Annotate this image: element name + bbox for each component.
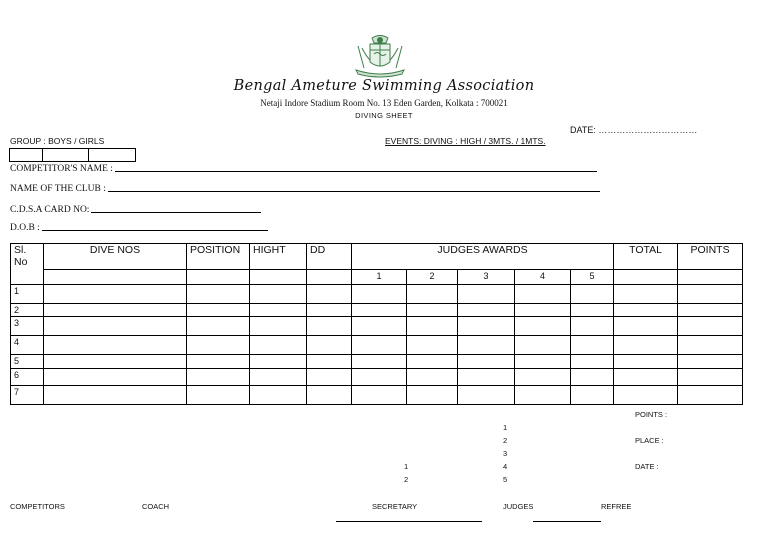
judge-number: 1	[352, 270, 407, 285]
secretary-list-item: 1	[404, 462, 409, 471]
table-cell[interactable]	[515, 369, 571, 386]
table-cell[interactable]	[44, 355, 187, 369]
table-header-row	[11, 244, 743, 270]
table-cell[interactable]	[571, 355, 614, 369]
table-cell[interactable]	[352, 285, 407, 304]
table-cell[interactable]	[678, 355, 743, 369]
card-no-field[interactable]	[10, 205, 261, 215]
table-cell[interactable]	[458, 386, 515, 405]
table-cell[interactable]	[458, 317, 515, 336]
group-box[interactable]	[10, 149, 43, 161]
table-cell[interactable]	[407, 285, 458, 304]
table-cell[interactable]	[187, 317, 250, 336]
table-cell[interactable]	[352, 369, 407, 386]
events-label: EVENTS: DIVING : HIGH / 3MTS. / 1MTS.	[385, 136, 546, 146]
row-number: 5	[11, 355, 44, 369]
judge-number: 4	[515, 270, 571, 285]
header-judges-awards: JUDGES AWARDS	[352, 244, 614, 270]
table-cell[interactable]	[678, 369, 743, 386]
club-name-label: NAME OF THE CLUB :	[10, 184, 106, 194]
judge-number: 5	[571, 270, 614, 285]
header-dd: DD	[307, 244, 352, 270]
table-cell[interactable]	[614, 270, 678, 285]
card-no-line[interactable]	[91, 212, 261, 213]
table-row	[11, 304, 743, 317]
table-cell[interactable]	[44, 285, 187, 304]
table-cell[interactable]	[352, 304, 407, 317]
judges-signature-label: JUDGES	[503, 502, 534, 511]
table-cell[interactable]	[407, 355, 458, 369]
table-cell[interactable]	[250, 317, 307, 336]
table-cell[interactable]	[571, 386, 614, 405]
points-label: POINTS :	[635, 410, 668, 419]
table-cell[interactable]	[44, 336, 187, 355]
table-cell[interactable]	[307, 369, 352, 386]
table-row	[11, 285, 743, 304]
table-cell[interactable]	[307, 304, 352, 317]
table-cell[interactable]	[571, 317, 614, 336]
judge-number: 3	[458, 270, 515, 285]
table-cell[interactable]	[407, 386, 458, 405]
table-cell[interactable]	[187, 336, 250, 355]
row-number: 2	[11, 304, 44, 317]
table-cell[interactable]	[250, 270, 307, 285]
table-cell[interactable]	[44, 317, 187, 336]
table-cell[interactable]	[458, 336, 515, 355]
table-cell[interactable]	[614, 317, 678, 336]
dob-field[interactable]	[10, 223, 268, 233]
competitor-name-field[interactable]	[10, 164, 597, 174]
table-cell[interactable]	[187, 355, 250, 369]
row-number: 6	[11, 369, 44, 386]
table-cell[interactable]	[44, 304, 187, 317]
header-sl-no: Sl. No	[11, 244, 44, 285]
table-cell[interactable]	[250, 285, 307, 304]
table-cell[interactable]	[407, 336, 458, 355]
table-cell[interactable]	[515, 386, 571, 405]
table-cell[interactable]	[250, 369, 307, 386]
table-cell[interactable]	[307, 270, 352, 285]
group-box[interactable]	[89, 149, 135, 161]
table-cell[interactable]	[678, 270, 743, 285]
table-cell[interactable]	[614, 304, 678, 317]
table-cell[interactable]	[614, 355, 678, 369]
table-cell[interactable]	[678, 304, 743, 317]
secretary-list-item: 2	[404, 475, 409, 484]
table-cell[interactable]	[614, 369, 678, 386]
row-number: 7	[11, 386, 44, 405]
header-position: POSITION	[187, 244, 250, 270]
table-cell[interactable]	[571, 304, 614, 317]
group-boxes[interactable]	[9, 148, 136, 162]
competitor-name-line[interactable]	[115, 171, 597, 172]
table-cell[interactable]	[614, 285, 678, 304]
header-hight: HIGHT	[250, 244, 307, 270]
table-cell[interactable]	[44, 386, 187, 405]
table-cell[interactable]	[352, 317, 407, 336]
judge-number-row	[11, 270, 743, 285]
table-cell[interactable]	[515, 304, 571, 317]
table-cell[interactable]	[187, 270, 250, 285]
table-cell[interactable]	[307, 355, 352, 369]
table-cell[interactable]	[515, 355, 571, 369]
place-label: PLACE :	[635, 436, 664, 445]
table-row	[11, 386, 743, 405]
sheet-title: DIVING SHEET	[355, 111, 413, 120]
judge-list-item: 2	[503, 436, 508, 445]
org-address: Netaji Indore Stadium Room No. 13 Eden Garden, Kolkata : 700021	[260, 98, 508, 108]
table-cell[interactable]	[407, 369, 458, 386]
table-cell[interactable]	[614, 386, 678, 405]
table-cell[interactable]	[250, 386, 307, 405]
club-name-line[interactable]	[108, 191, 600, 192]
date-field[interactable]: DATE: ……………………………	[570, 125, 698, 135]
table-cell[interactable]	[407, 317, 458, 336]
card-no-label: C.D.S.A CARD NO:	[10, 205, 90, 215]
table-cell[interactable]	[307, 285, 352, 304]
row-number: 4	[11, 336, 44, 355]
table-cell[interactable]	[458, 355, 515, 369]
secretary-signature-line[interactable]	[336, 521, 482, 522]
table-row	[11, 336, 743, 355]
referee-signature-label: REFREE	[601, 502, 632, 511]
table-cell[interactable]	[571, 369, 614, 386]
judge-number: 2	[407, 270, 458, 285]
table-row	[11, 369, 743, 386]
judge-list-item: 4	[503, 462, 508, 471]
secretary-signature-label: SECRETARY	[372, 502, 418, 511]
table-cell[interactable]	[614, 336, 678, 355]
score-rows	[11, 285, 743, 405]
judge-list-item: 3	[503, 449, 508, 458]
table-cell[interactable]	[571, 285, 614, 304]
table-cell[interactable]	[678, 386, 743, 405]
table-cell[interactable]	[571, 336, 614, 355]
dob-label: D.O.B :	[10, 223, 40, 233]
table-cell[interactable]	[458, 285, 515, 304]
competitors-signature-label: COMPETITORS	[10, 502, 65, 511]
table-row	[11, 355, 743, 369]
table-cell[interactable]	[250, 355, 307, 369]
table-cell[interactable]	[250, 304, 307, 317]
group-box[interactable]	[43, 149, 89, 161]
org-name: Bengal Ameture Swimming Association	[233, 78, 535, 94]
association-crest-icon	[352, 34, 408, 78]
header-dive-nos: DIVE NOS	[44, 244, 187, 270]
table-cell[interactable]	[307, 336, 352, 355]
table-cell[interactable]	[515, 285, 571, 304]
score-table	[10, 243, 743, 405]
table-cell[interactable]	[187, 285, 250, 304]
table-cell[interactable]	[515, 317, 571, 336]
table-cell[interactable]	[44, 369, 187, 386]
judges-signature-line[interactable]	[533, 521, 601, 522]
header-total: TOTAL	[614, 244, 678, 270]
group-label: GROUP : BOYS / GIRLS	[10, 136, 105, 146]
table-cell[interactable]	[187, 386, 250, 405]
dob-line[interactable]	[42, 230, 268, 231]
footer-date-label: DATE :	[635, 462, 659, 471]
judge-list-item: 1	[503, 423, 508, 432]
coach-signature-label: COACH	[142, 502, 170, 511]
table-cell[interactable]	[352, 336, 407, 355]
table-cell[interactable]	[187, 304, 250, 317]
table-cell[interactable]	[44, 270, 187, 285]
table-row	[11, 317, 743, 336]
table-cell[interactable]	[678, 285, 743, 304]
judge-list-item: 5	[503, 475, 508, 484]
club-name-field[interactable]	[10, 184, 600, 194]
competitor-name-label: COMPETITOR'S NAME :	[10, 164, 113, 174]
table-cell[interactable]	[187, 369, 250, 386]
table-cell[interactable]	[250, 336, 307, 355]
table-cell[interactable]	[458, 304, 515, 317]
table-cell[interactable]	[407, 304, 458, 317]
table-cell[interactable]	[352, 386, 407, 405]
row-number: 3	[11, 317, 44, 336]
table-cell[interactable]	[515, 336, 571, 355]
table-cell[interactable]	[352, 355, 407, 369]
row-number: 1	[11, 285, 44, 304]
header-points: POINTS	[678, 244, 743, 270]
table-cell[interactable]	[678, 317, 743, 336]
table-cell[interactable]	[458, 369, 515, 386]
table-cell[interactable]	[307, 386, 352, 405]
table-cell[interactable]	[307, 317, 352, 336]
table-cell[interactable]	[678, 336, 743, 355]
